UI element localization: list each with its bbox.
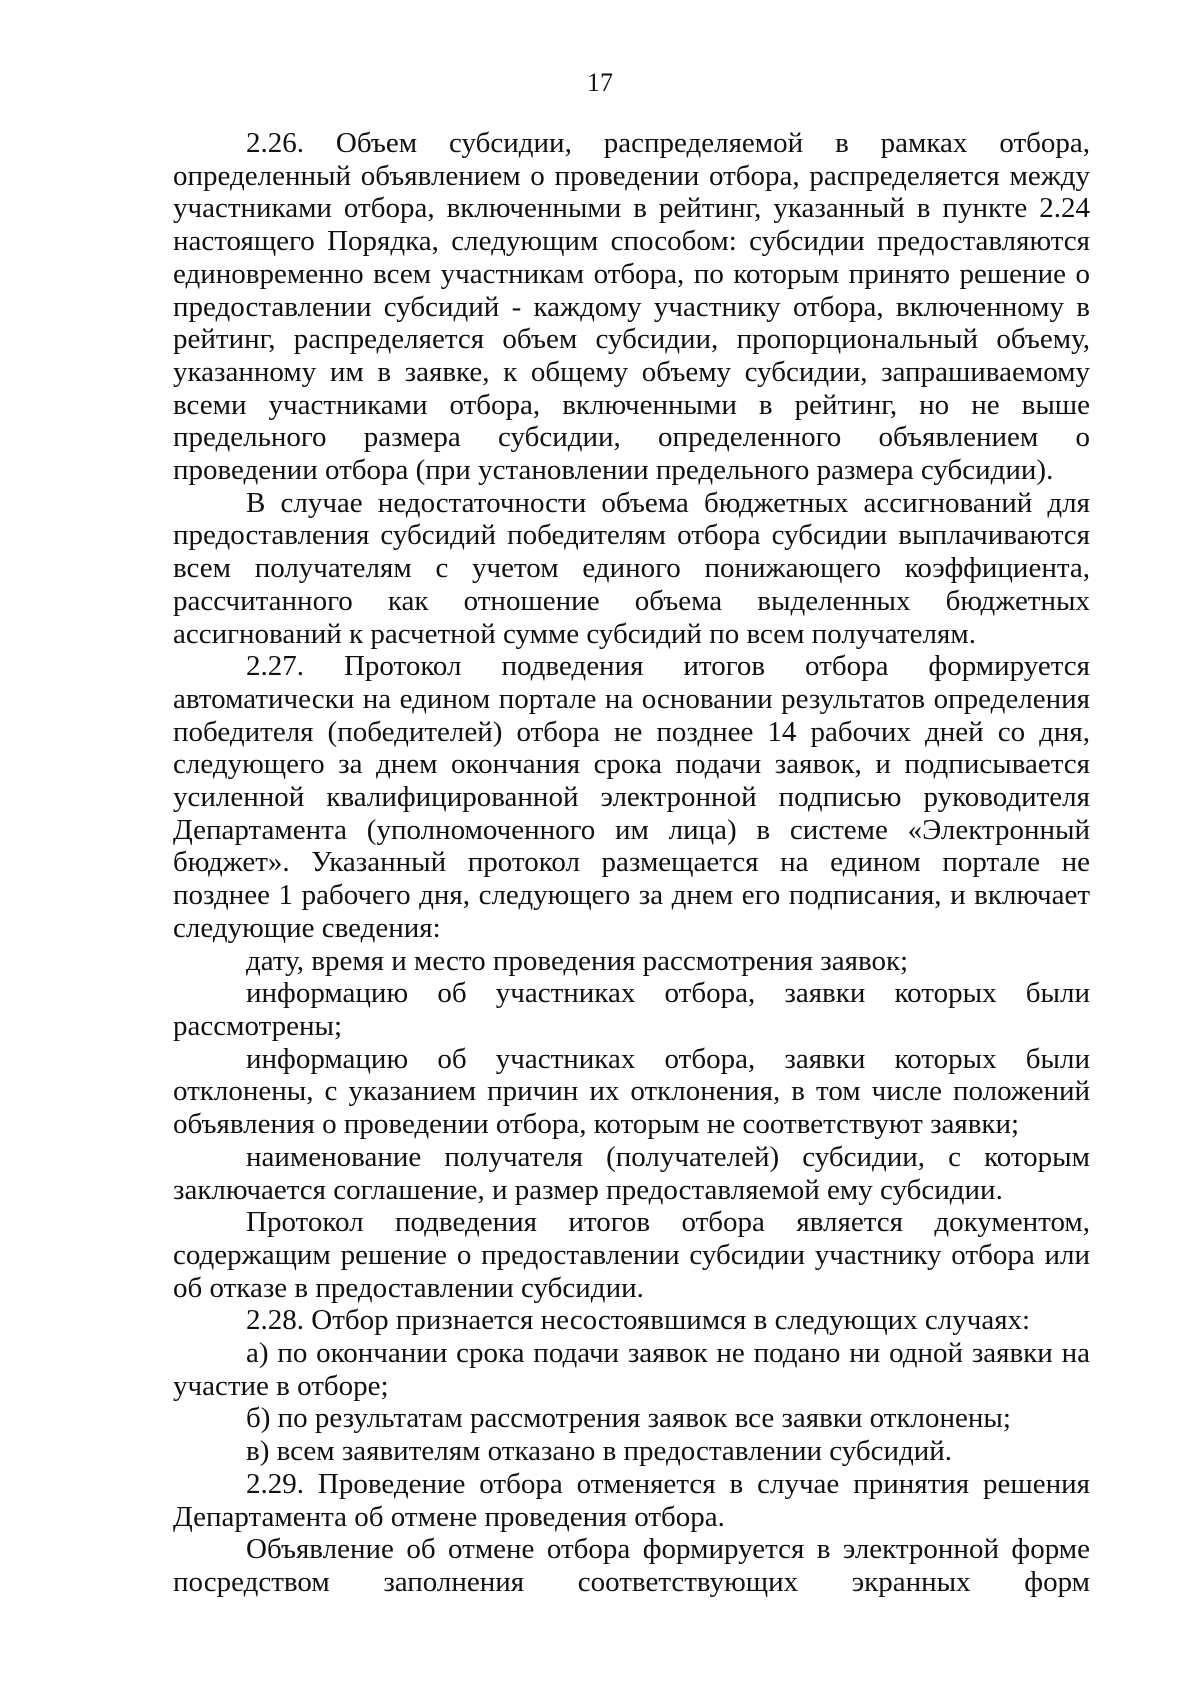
protocol-item-reviewed: информацию об участниках отбора, заявки которых были рассмотрены; (173, 977, 1090, 1042)
paragraph-2-26: 2.26. Объем субсидии, распределяемой в рамках отбора, определенный объявлением о проведении отбора, распределяется между участниками отбора, включенными в рейтинг, указанный в пункте 2.24 настоящего Порядка, следующим способом: субсидии предоставляются единовременно всем участникам отбора, по которым принято решение о предоставлении субсидий - каждому участнику отбора, включенному в рейтинг, распределяется объем субсидии, пропорциональный объему, указанному им в заявке, к общему объему субсидии, запрашиваемому всеми участниками отбора, включенными в рейтинг, но не выше предельного размера субсидии, определенного объявлением о проведении отбора (при установлении предельного размера субсидии). (173, 127, 1090, 487)
case-item-b: б) по результатам рассмотрения заявок все заявки отклонены; (246, 1402, 1011, 1435)
paragraph-2-28: 2.28. Отбор признается несостоявшимся в следующих случаях: (246, 1304, 1031, 1337)
paragraph-2-29: 2.29. Проведение отбора отменяется в случае принятия решения Департамента об отмене проведения отбора. (173, 1467, 1090, 1533)
paragraph-insufficient-funds: В случае недостаточности объема бюджетных ассигнований для предоставления субсидий победителям отбора субсидии выплачиваются всем получателям с учетом единого понижающего коэффициента, рассчитанного как отношение объема выделенных бюджетных ассигнований к расчетной сумме субсидий по всем получателям. (173, 486, 1090, 650)
paragraph-2-27: 2.27. Протокол подведения итогов отбора формируется автоматически на едином портале на основании результатов определения победителя (победителей) отбора не позднее 14 рабочих дней со дня, следующего за днем окончания срока подачи заявок, и подписывается усиленной квалифицированной электронной подписью руководителя Департамента (уполномоченного им лица) в системе «Электронный бюджет». Указанный протокол размещается на едином портале не позднее 1 рабочего дня, следующего за днем его подписания, и включает следующие сведения: (173, 650, 1090, 944)
paragraph-protocol-document: Протокол подведения итогов отбора является документом, содержащим решение о предоставлении субсидии участнику отбора или об отказе в предоставлении субсидии. (173, 1206, 1090, 1304)
page-number: 17 (587, 68, 613, 97)
case-item-a: а) по окончании срока подачи заявок не подано ни одной заявки на участие в отборе; (173, 1337, 1090, 1402)
protocol-item-rejected: информацию об участниках отбора, заявки которых были отклонены, с указанием причин их отклонения, в том числе положений объявления о проведении отбора, которым не соответствуют заявки; (173, 1042, 1090, 1141)
paragraph-cancellation-notice: Объявление об отмене отбора формируется в электронной форме посредством заполнения соответствующих экранных форм (173, 1533, 1090, 1598)
case-item-c: в) всем заявителям отказано в предоставлении субсидий. (246, 1435, 953, 1468)
protocol-item-date: дату, время и место проведения рассмотрения заявок; (246, 944, 909, 977)
protocol-item-recipient: наименование получателя (получателей) субсидии, с которым заключается соглашение, и размер предоставляемой ему субсидии. (173, 1140, 1090, 1206)
document-body (173, 127, 1090, 1599)
